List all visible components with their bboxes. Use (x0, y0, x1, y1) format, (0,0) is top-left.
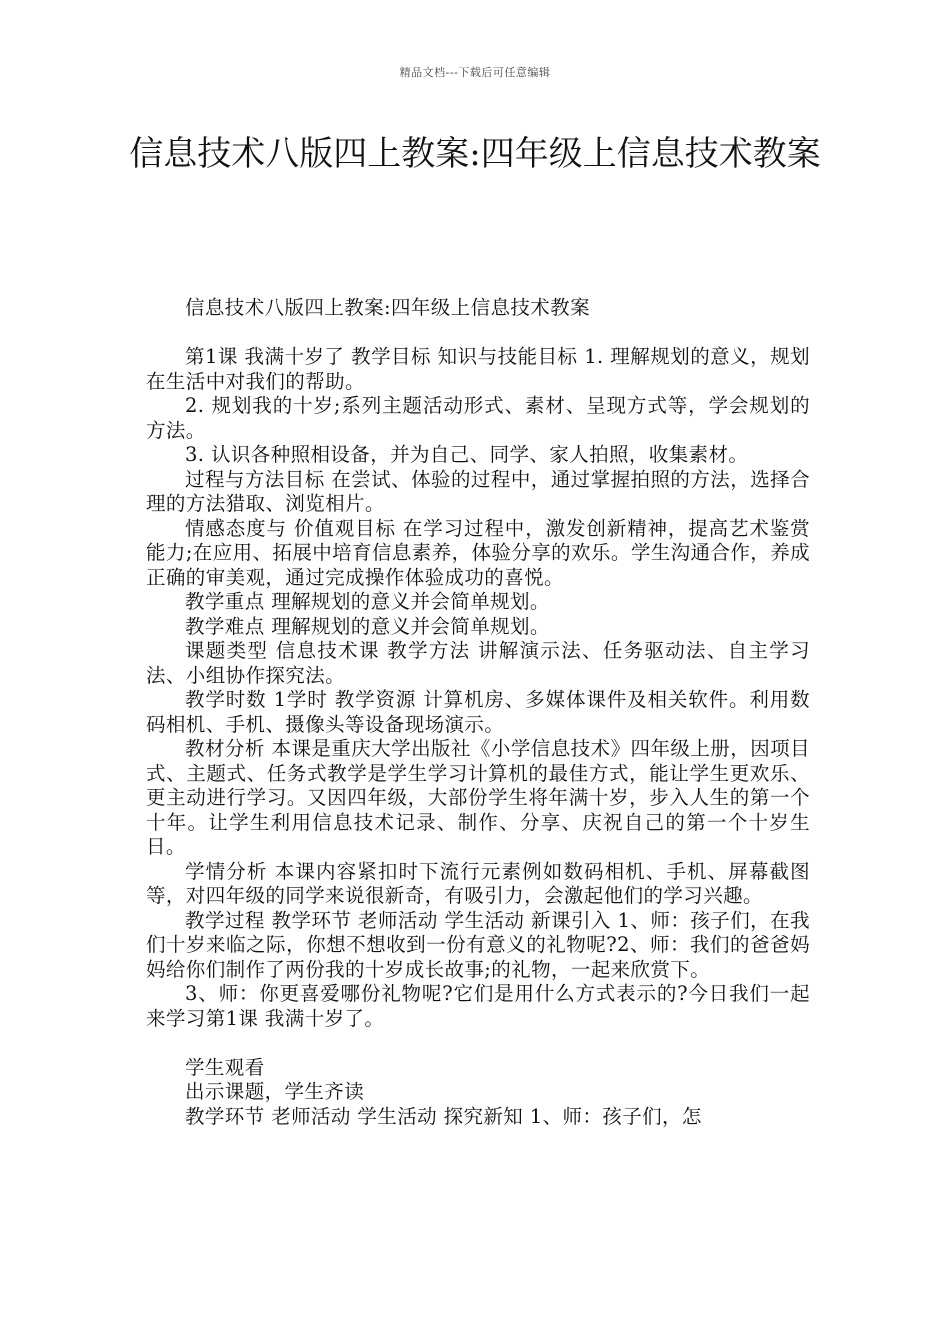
document-body (146, 296, 810, 1129)
tail-line: 出示课题，学生齐读 (185, 1080, 365, 1103)
paragraph: 3、师：你更喜爱哪份礼物呢?它们是用什么方式表示的?今日我们一起来学习第1课 我满十岁了。 (146, 982, 810, 1030)
paragraph: 情感态度与 价值观目标 在学习过程中，激发创新精神，提高艺术鉴赏能力;在应用、拓展中培育信息素养，体验分享的欢乐。学生沟通合作，养成正确的审美观，通过完成操作体验成功的喜悦。 (146, 516, 810, 589)
paragraph: 教学过程 教学环节 老师活动 学生活动 新课引入 1、师：孩子们，在我们十岁来临之际，你想不想收到一份有意义的礼物呢?2、师：我们的爸爸妈妈给你们制作了两份我的十岁成长故事;的礼物，一起来欣赏下。 (146, 908, 810, 981)
header-note: 精品文档---下载后可任意编辑 (399, 66, 551, 79)
tail-line: 教学环节 老师活动 学生活动 探究新知 1、师：孩子们，怎 (185, 1104, 702, 1128)
paragraph: 课题类型 信息技术课 教学方法 讲解演示法、任务驱动法、自主学习法、小组协作探究法。 (146, 639, 810, 687)
paragraph: 3. 认识各种照相设备，并为自己、同学、家人拍照，收集素材。 (185, 443, 749, 466)
paragraph: 教学重点 理解规划的意义并会简单规划。 (185, 590, 550, 613)
paragraph: 2. 规划我的十岁;系列主题活动形式、素材、呈现方式等，学会规划的方法。 (146, 394, 810, 442)
paragraph: 过程与方法目标 在尝试、体验的过程中，通过掌握拍照的方法，选择合理的方法猎取、浏览相片。 (146, 467, 810, 515)
paragraph: 学情分析 本课内容紧扣时下流行元素例如数码相机、手机、屏幕截图等，对四年级的同学来说很新奇，有吸引力，会激起他们的学习兴趣。 (146, 859, 810, 907)
paragraph: 教学时数 1学时 教学资源 计算机房、多媒体课件及相关软件。利用数码相机、手机、摄像头等设备现场演示。 (146, 688, 810, 736)
document-subtitle: 信息技术八版四上教案:四年级上信息技术教案 (185, 296, 590, 319)
paragraph: 教材分析 本课是重庆大学出版社《小学信息技术》四年级上册，因项目式、主题式、任务式教学是学生学习计算机的最佳方式，能让学生更欢乐、更主动进行学习。又因四年级，大部份学生将年满十岁，步入人生的第一个十年。让学生利用信息技术记录、制作、分享、庆祝自己的第一个十岁生日。 (146, 737, 810, 858)
paragraph: 教学难点 理解规划的意义并会简单规划。 (185, 614, 550, 638)
tail-line: 学生观看 (185, 1055, 265, 1079)
paragraph: 第1课 我满十岁了 教学目标 知识与技能目标 1. 理解规划的意义，规划在生活中对我们的帮助。 (146, 345, 810, 393)
page-title: 信息技术八版四上教案:四年级上信息技术教案 (129, 134, 821, 174)
